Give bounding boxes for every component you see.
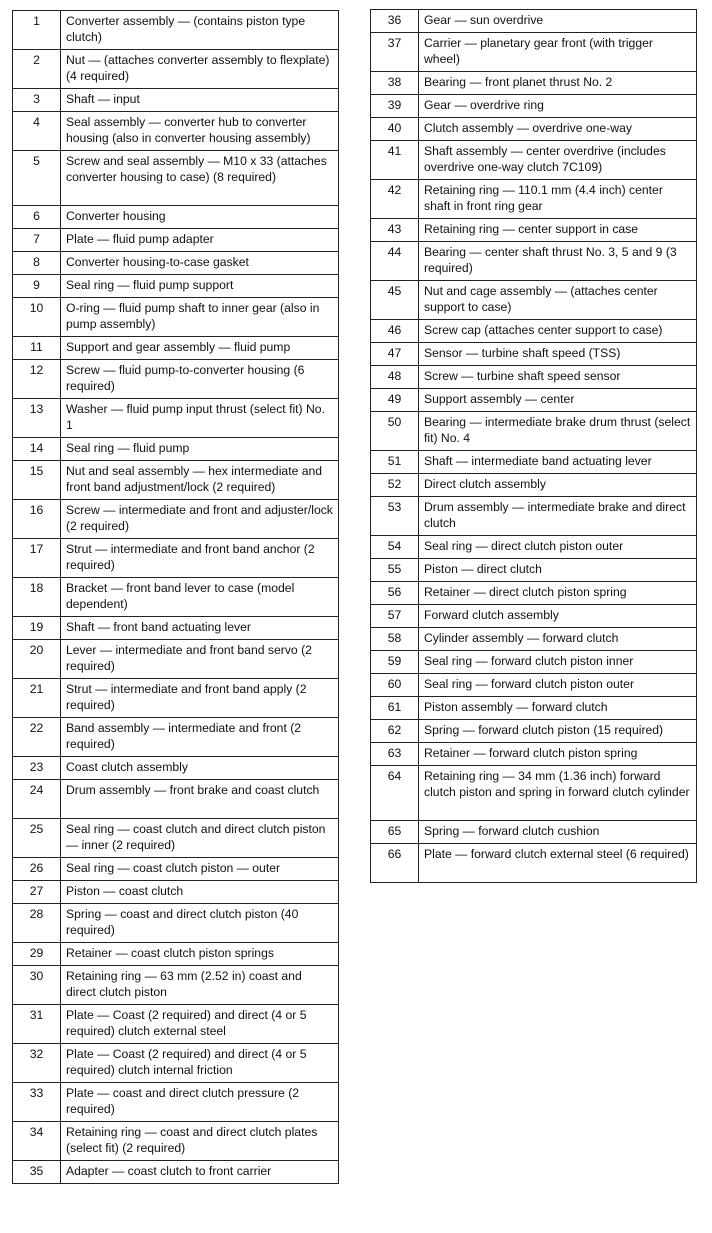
item-number: 22: [13, 718, 61, 757]
table-row: [371, 821, 697, 844]
item-number: 36: [371, 10, 419, 33]
item-description: Support assembly — center: [419, 389, 697, 412]
item-number: 66: [371, 844, 419, 883]
item-number: 38: [371, 72, 419, 95]
table-row: [371, 242, 697, 281]
table-row: [13, 438, 339, 461]
item-description: Spring — forward clutch piston (15 required): [419, 720, 697, 743]
item-description: Bracket — front band lever to case (model dependent): [61, 578, 339, 617]
item-number: 49: [371, 389, 419, 412]
table-row: [371, 118, 697, 141]
item-description: Retainer — coast clutch piston springs: [61, 943, 339, 966]
item-description: Seal ring — coast clutch and direct clutch piston — inner (2 required): [61, 819, 339, 858]
item-number: 61: [371, 697, 419, 720]
item-description: Drum assembly — intermediate brake and direct clutch: [419, 497, 697, 536]
item-description: Nut and seal assembly — hex intermediate and front band adjustment/lock (2 required): [61, 461, 339, 500]
item-number: 25: [13, 819, 61, 858]
item-number: 46: [371, 320, 419, 343]
item-description: Screw and seal assembly — M10 x 33 (attaches converter housing to case) (8 required): [61, 151, 339, 206]
item-number: 64: [371, 766, 419, 821]
table-row: [371, 281, 697, 320]
table-row: [13, 337, 339, 360]
item-description: Seal ring — direct clutch piston outer: [419, 536, 697, 559]
table-row: [371, 844, 697, 883]
item-description: Retaining ring — coast and direct clutch plates (select fit) (2 required): [61, 1122, 339, 1161]
table-row: [371, 697, 697, 720]
item-description: O-ring — fluid pump shaft to inner gear (also in pump assembly): [61, 298, 339, 337]
item-number: 3: [13, 89, 61, 112]
table-row: [13, 757, 339, 780]
table-row: [371, 743, 697, 766]
item-number: 53: [371, 497, 419, 536]
item-number: 27: [13, 881, 61, 904]
table-row: [13, 1161, 339, 1184]
item-number: 28: [13, 904, 61, 943]
item-number: 41: [371, 141, 419, 180]
item-description: Screw — turbine shaft speed sensor: [419, 366, 697, 389]
item-description: Strut — intermediate and front band apply (2 required): [61, 679, 339, 718]
item-description: Band assembly — intermediate and front (2 required): [61, 718, 339, 757]
table-row: [13, 11, 339, 50]
item-number: 10: [13, 298, 61, 337]
table-row: [371, 72, 697, 95]
table-row: [13, 252, 339, 275]
table-row: [13, 1005, 339, 1044]
item-number: 39: [371, 95, 419, 118]
table-row: [13, 578, 339, 617]
item-description: Converter housing-to-case gasket: [61, 252, 339, 275]
item-number: 16: [13, 500, 61, 539]
item-number: 6: [13, 206, 61, 229]
item-description: Plate — fluid pump adapter: [61, 229, 339, 252]
item-description: Piston — direct clutch: [419, 559, 697, 582]
item-number: 11: [13, 337, 61, 360]
table-row: [13, 50, 339, 89]
item-description: Seal ring — forward clutch piston outer: [419, 674, 697, 697]
item-number: 18: [13, 578, 61, 617]
item-description: Retaining ring — center support in case: [419, 219, 697, 242]
parts-table-left: [12, 10, 339, 1184]
item-number: 32: [13, 1044, 61, 1083]
item-description: Piston — coast clutch: [61, 881, 339, 904]
item-number: 62: [371, 720, 419, 743]
table-row: [371, 219, 697, 242]
item-number: 48: [371, 366, 419, 389]
item-number: 9: [13, 275, 61, 298]
item-description: Shaft — input: [61, 89, 339, 112]
item-number: 5: [13, 151, 61, 206]
table-row: [13, 539, 339, 578]
item-number: 33: [13, 1083, 61, 1122]
item-description: Shaft — front band actuating lever: [61, 617, 339, 640]
parts-table-left-body: [13, 11, 339, 1184]
item-description: Direct clutch assembly: [419, 474, 697, 497]
table-row: [13, 819, 339, 858]
item-number: 17: [13, 539, 61, 578]
table-row: [371, 582, 697, 605]
item-number: 35: [13, 1161, 61, 1184]
item-description: Plate — forward clutch external steel (6 required): [419, 844, 697, 883]
item-description: Retainer — direct clutch piston spring: [419, 582, 697, 605]
item-description: Seal ring — fluid pump support: [61, 275, 339, 298]
table-row: [371, 141, 697, 180]
item-number: 63: [371, 743, 419, 766]
table-row: [371, 33, 697, 72]
item-description: Screw — fluid pump-to-converter housing (6 required): [61, 360, 339, 399]
item-description: Retainer — forward clutch piston spring: [419, 743, 697, 766]
item-number: 23: [13, 757, 61, 780]
table-row: [371, 366, 697, 389]
item-number: 59: [371, 651, 419, 674]
item-description: Support and gear assembly — fluid pump: [61, 337, 339, 360]
table-row: [13, 966, 339, 1005]
item-description: Sensor — turbine shaft speed (TSS): [419, 343, 697, 366]
table-row: [13, 399, 339, 438]
item-number: 7: [13, 229, 61, 252]
table-row: [13, 1083, 339, 1122]
table-row: [371, 95, 697, 118]
table-row: [13, 298, 339, 337]
table-row: [371, 497, 697, 536]
item-description: Spring — coast and direct clutch piston (40 required): [61, 904, 339, 943]
table-row: [371, 720, 697, 743]
item-description: Seal ring — fluid pump: [61, 438, 339, 461]
item-number: 57: [371, 605, 419, 628]
item-number: 1: [13, 11, 61, 50]
item-number: 40: [371, 118, 419, 141]
item-number: 30: [13, 966, 61, 1005]
item-description: Shaft — intermediate band actuating lever: [419, 451, 697, 474]
item-description: Plate — Coast (2 required) and direct (4 or 5 required) clutch internal friction: [61, 1044, 339, 1083]
item-description: Bearing — center shaft thrust No. 3, 5 and 9 (3 required): [419, 242, 697, 281]
table-row: [371, 180, 697, 219]
item-description: Piston assembly — forward clutch: [419, 697, 697, 720]
table-row: [13, 500, 339, 539]
table-row: [13, 881, 339, 904]
table-row: [13, 718, 339, 757]
table-row: [13, 617, 339, 640]
item-description: Converter housing: [61, 206, 339, 229]
item-number: 8: [13, 252, 61, 275]
table-row: [371, 559, 697, 582]
table-row: [371, 343, 697, 366]
item-description: Bearing — front planet thrust No. 2: [419, 72, 697, 95]
table-row: [371, 10, 697, 33]
parts-table-right: [370, 9, 697, 883]
item-description: Screw cap (attaches center support to case): [419, 320, 697, 343]
table-row: [371, 766, 697, 821]
item-number: 58: [371, 628, 419, 651]
table-row: [13, 151, 339, 206]
table-row: [13, 461, 339, 500]
item-description: Shaft assembly — center overdrive (includes overdrive one-way clutch 7C109): [419, 141, 697, 180]
item-number: 2: [13, 50, 61, 89]
item-number: 24: [13, 780, 61, 819]
item-description: Coast clutch assembly: [61, 757, 339, 780]
table-row: [371, 412, 697, 451]
table-row: [13, 112, 339, 151]
table-row: [13, 1044, 339, 1083]
item-number: 26: [13, 858, 61, 881]
item-number: 43: [371, 219, 419, 242]
item-number: 37: [371, 33, 419, 72]
item-number: 52: [371, 474, 419, 497]
item-description: Retaining ring — 110.1 mm (4.4 inch) center shaft in front ring gear: [419, 180, 697, 219]
item-number: 50: [371, 412, 419, 451]
item-number: 13: [13, 399, 61, 438]
item-number: 4: [13, 112, 61, 151]
item-description: Drum assembly — front brake and coast clutch: [61, 780, 339, 819]
item-description: Seal assembly — converter hub to converter housing (also in converter housing assembly): [61, 112, 339, 151]
item-description: Carrier — planetary gear front (with trigger wheel): [419, 33, 697, 72]
item-number: 51: [371, 451, 419, 474]
item-description: Plate — coast and direct clutch pressure (2 required): [61, 1083, 339, 1122]
table-row: [13, 858, 339, 881]
item-number: 31: [13, 1005, 61, 1044]
item-description: Washer — fluid pump input thrust (select fit) No. 1: [61, 399, 339, 438]
item-number: 20: [13, 640, 61, 679]
item-number: 65: [371, 821, 419, 844]
item-description: Cylinder assembly — forward clutch: [419, 628, 697, 651]
table-row: [13, 206, 339, 229]
table-row: [13, 904, 339, 943]
table-row: [371, 674, 697, 697]
item-description: Lever — intermediate and front band servo (2 required): [61, 640, 339, 679]
item-description: Plate — Coast (2 required) and direct (4 or 5 required) clutch external steel: [61, 1005, 339, 1044]
table-row: [13, 640, 339, 679]
table-row: [371, 474, 697, 497]
table-row: [13, 360, 339, 399]
item-number: 44: [371, 242, 419, 281]
item-description: Seal ring — coast clutch piston — outer: [61, 858, 339, 881]
item-number: 60: [371, 674, 419, 697]
item-number: 34: [13, 1122, 61, 1161]
table-row: [371, 320, 697, 343]
table-row: [371, 536, 697, 559]
item-description: Nut and cage assembly — (attaches center support to case): [419, 281, 697, 320]
item-description: Clutch assembly — overdrive one-way: [419, 118, 697, 141]
item-number: 55: [371, 559, 419, 582]
item-number: 19: [13, 617, 61, 640]
table-row: [371, 605, 697, 628]
item-description: Retaining ring — 34 mm (1.36 inch) forward clutch piston and spring in forward clutch cylinder: [419, 766, 697, 821]
item-number: 15: [13, 461, 61, 500]
item-description: Adapter — coast clutch to front carrier: [61, 1161, 339, 1184]
table-row: [371, 451, 697, 474]
table-row: [13, 780, 339, 819]
table-row: [371, 628, 697, 651]
item-number: 14: [13, 438, 61, 461]
item-description: Seal ring — forward clutch piston inner: [419, 651, 697, 674]
item-description: Spring — forward clutch cushion: [419, 821, 697, 844]
item-description: Screw — intermediate and front and adjuster/lock (2 required): [61, 500, 339, 539]
item-number: 47: [371, 343, 419, 366]
table-row: [13, 229, 339, 252]
item-number: 56: [371, 582, 419, 605]
table-row: [13, 275, 339, 298]
table-row: [371, 389, 697, 412]
item-number: 42: [371, 180, 419, 219]
table-row: [13, 943, 339, 966]
item-description: Bearing — intermediate brake drum thrust (select fit) No. 4: [419, 412, 697, 451]
parts-table-right-body: [371, 10, 697, 883]
item-description: Forward clutch assembly: [419, 605, 697, 628]
item-number: 12: [13, 360, 61, 399]
item-description: Gear — sun overdrive: [419, 10, 697, 33]
table-row: [13, 679, 339, 718]
item-number: 21: [13, 679, 61, 718]
item-description: Gear — overdrive ring: [419, 95, 697, 118]
item-number: 45: [371, 281, 419, 320]
table-row: [13, 89, 339, 112]
item-description: Converter assembly — (contains piston type clutch): [61, 11, 339, 50]
table-row: [13, 1122, 339, 1161]
item-description: Strut — intermediate and front band anchor (2 required): [61, 539, 339, 578]
item-number: 29: [13, 943, 61, 966]
item-description: Retaining ring — 63 mm (2.52 in) coast and direct clutch piston: [61, 966, 339, 1005]
item-number: 54: [371, 536, 419, 559]
item-description: Nut — (attaches converter assembly to flexplate) (4 required): [61, 50, 339, 89]
table-row: [371, 651, 697, 674]
